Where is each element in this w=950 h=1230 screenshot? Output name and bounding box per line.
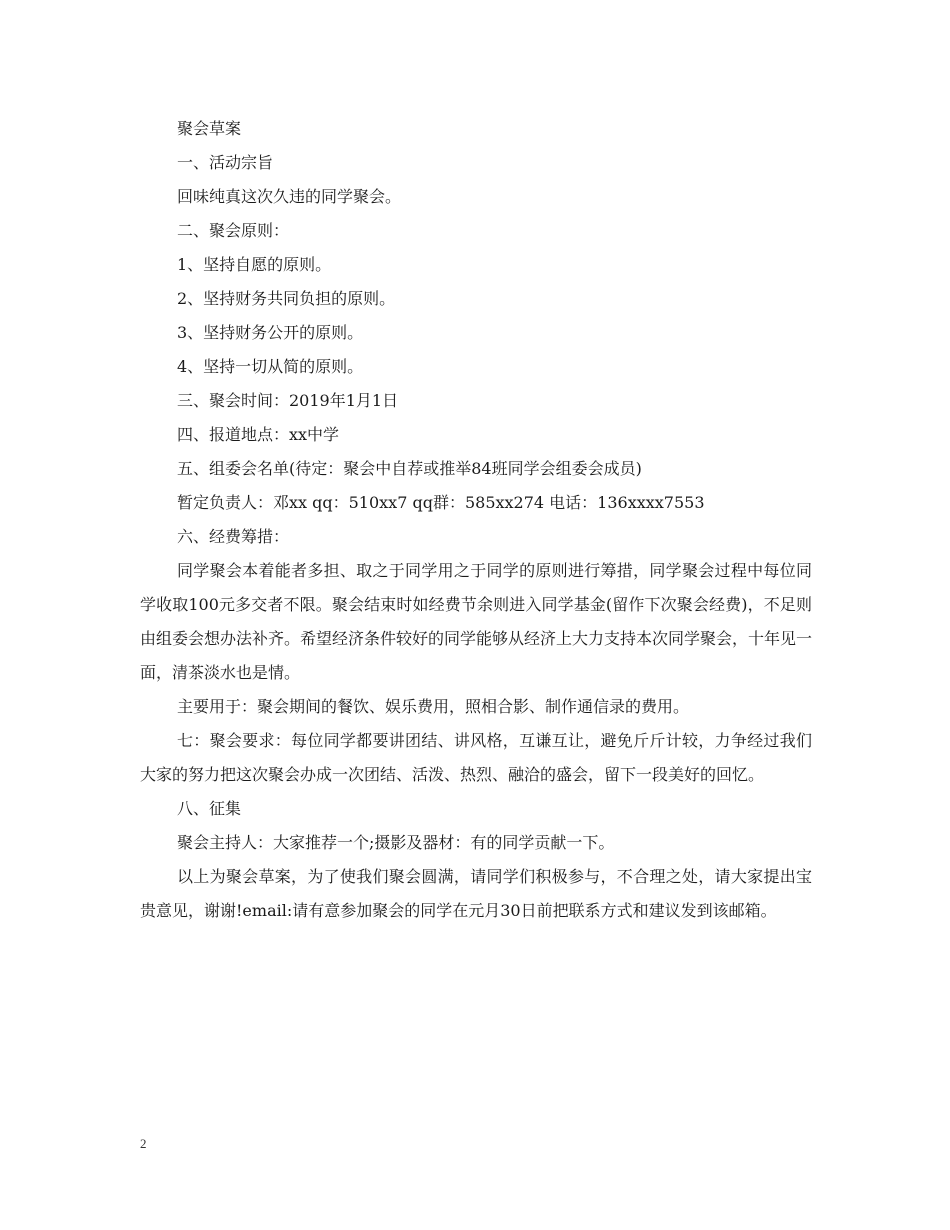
section-location: 四、报道地点：xx中学 xyxy=(177,425,340,444)
page-number: 2 xyxy=(140,1136,147,1151)
document-title: 聚会草案 xyxy=(177,119,242,138)
usage-paragraph: 主要用于：聚会期间的餐饮、娱乐费用，照相合影、制作通信录的费用。 xyxy=(177,697,690,716)
funding-paragraph: 同学聚会本着能者多担、取之于同学用之于同学的原则进行筹措，同学聚会过程中每位同学收取100元多交者不限。聚会结束时如经费节余则进入同学基金(留作下次聚会经费)，不足则由组委会想办法补齐。希望经济条件较好的同学能够从经济上大力支持本次同学聚会，十年见一面，清茶淡水也是情。 xyxy=(140,561,813,682)
section-heading-collect: 八、征集 xyxy=(177,799,242,818)
section-heading-purpose: 一、活动宗旨 xyxy=(177,153,274,172)
principle-item: 4、坚持一切从简的原则。 xyxy=(177,357,364,376)
requirements-paragraph: 七：聚会要求：每位同学都要讲团结、讲风格，互谦互让，避免斤斤计较，力争经过我们大家的努力把这次聚会办成一次团结、活泼、热烈、融洽的盛会，留下一段美好的回忆。 xyxy=(140,731,812,784)
principle-item: 1、坚持自愿的原则。 xyxy=(177,255,332,274)
purpose-text: 回味纯真这次久违的同学聚会。 xyxy=(177,187,402,206)
section-heading-funding: 六、经费筹措： xyxy=(177,527,290,546)
contact-info: 暂定负责人：邓xx qq：510xx7 qq群：585xx274 电话：136xxxx7553 xyxy=(177,493,705,512)
section-time: 三、聚会时间：2019年1月1日 xyxy=(177,391,399,410)
section-heading-principles: 二、聚会原则： xyxy=(177,221,290,240)
document-body xyxy=(140,112,812,928)
principle-item: 3、坚持财务公开的原则。 xyxy=(177,323,364,342)
section-committee: 五、组委会名单(待定：聚会中自荐或推举84班同学会组委会成员) xyxy=(177,459,642,478)
principle-item: 2、坚持财务共同负担的原则。 xyxy=(177,289,396,308)
closing-paragraph: 以上为聚会草案，为了使我们聚会圆满，请同学们积极参与，不合理之处，请大家提出宝贵意见，谢谢!email:请有意参加聚会的同学在元月30日前把联系方式和建议发到该邮箱。 xyxy=(140,867,812,920)
host-line: 聚会主持人：大家推荐一个;摄影及器材：有的同学贡献一下。 xyxy=(177,833,615,852)
